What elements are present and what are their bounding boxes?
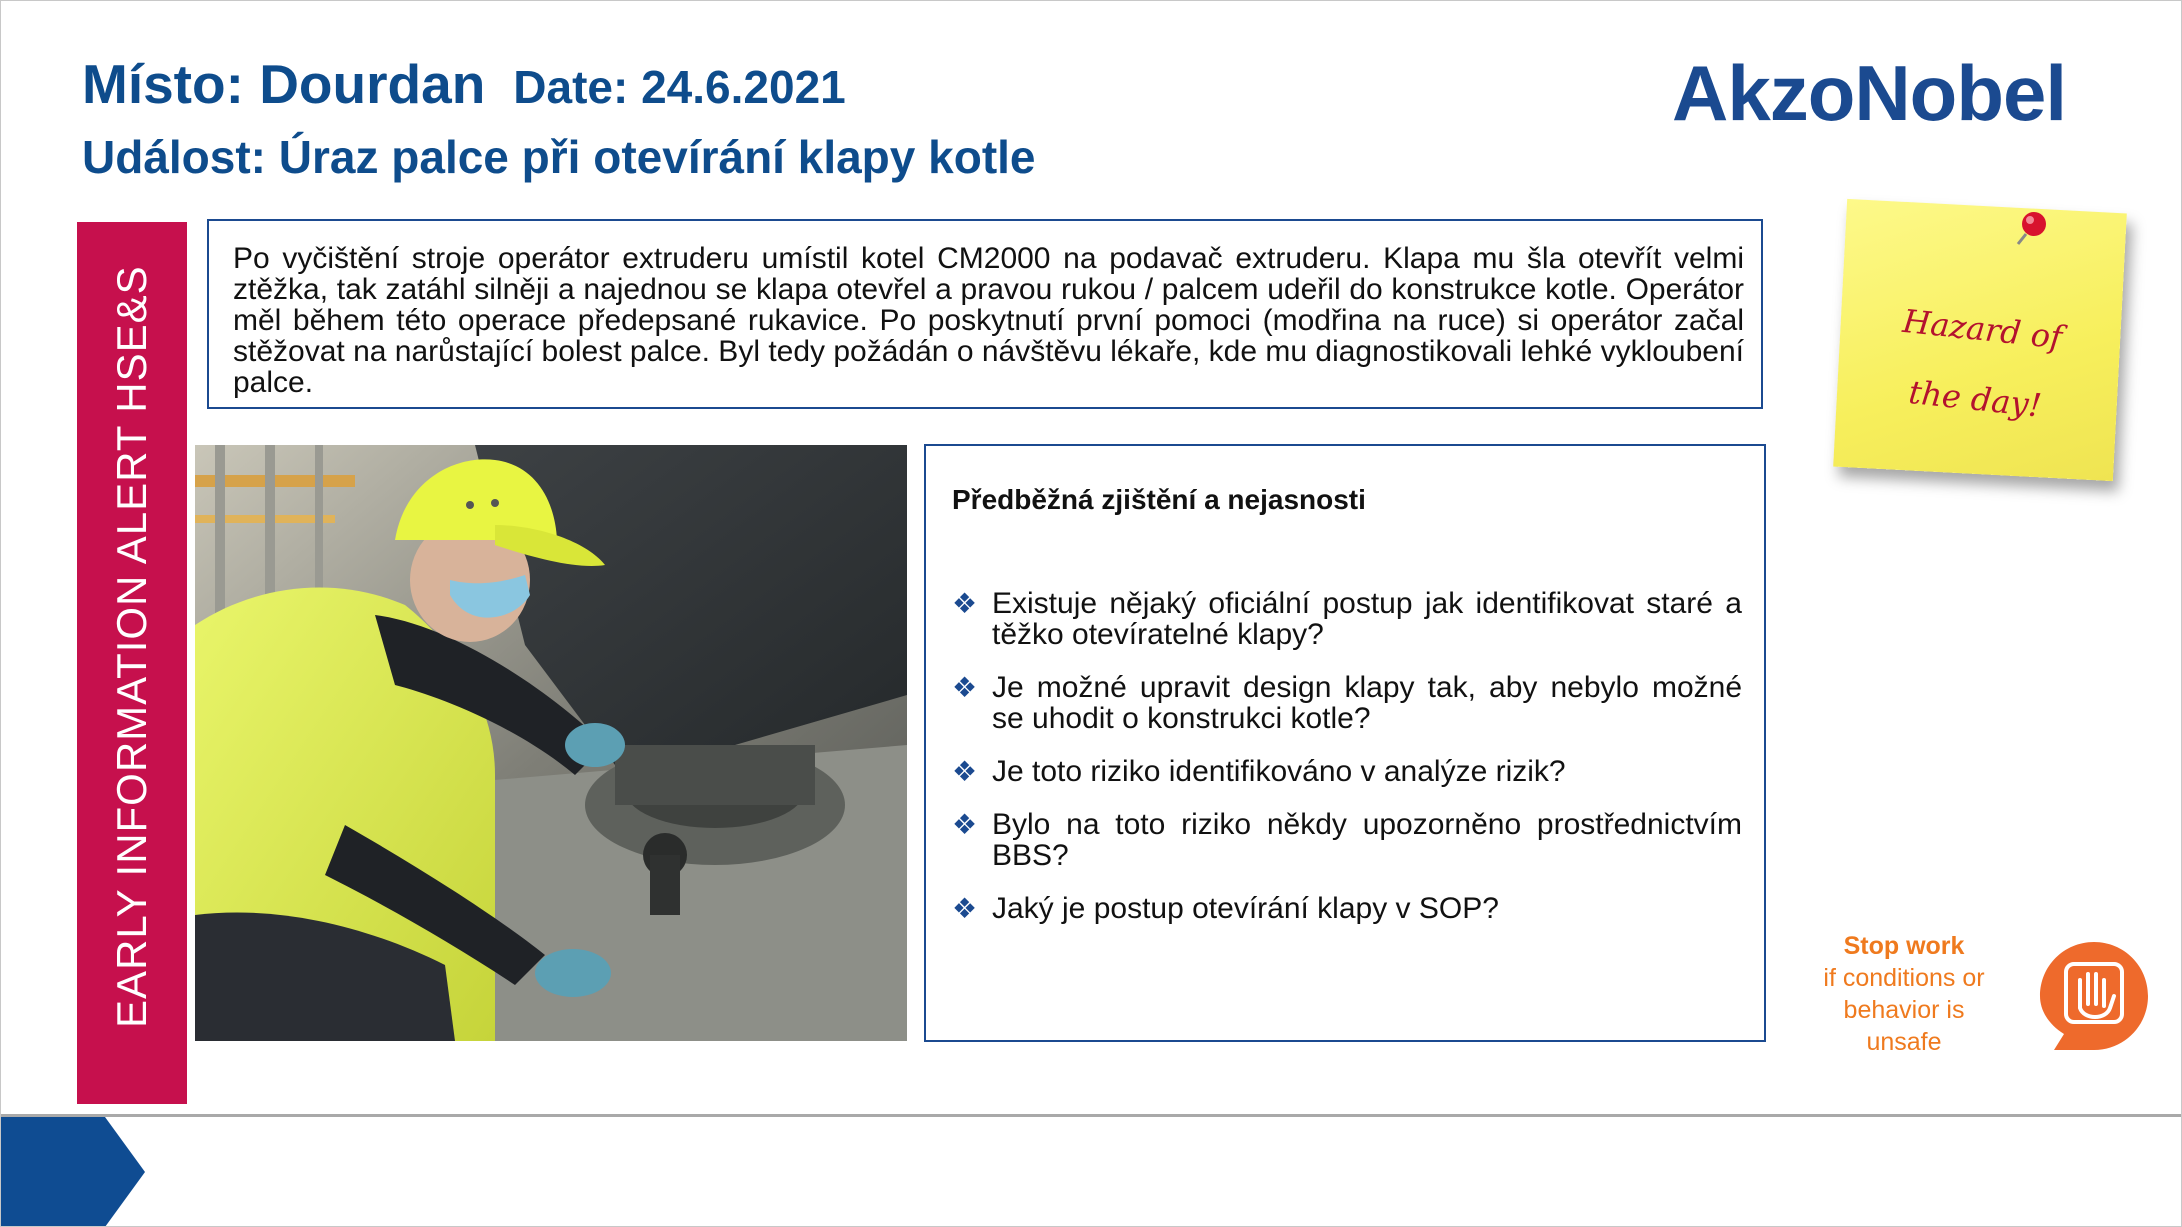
findings-box (924, 444, 1766, 1042)
diamond-bullet-icon: ❖ (952, 893, 978, 924)
findings-list (952, 588, 1742, 946)
stop-hand-icon (2036, 938, 2152, 1054)
logo-text: AkzoNobel (1672, 49, 2067, 137)
side-banner (77, 222, 187, 1104)
stop-work-line-1: if conditions or (1823, 964, 1985, 992)
incident-description-box (207, 219, 1763, 409)
findings-heading: Předběžná zjištění a nejasnosti (952, 484, 1366, 515)
list-item: ❖ Je možné upravit design klapy tak, aby nebylo možné se uhodit o konstrukci kotle? (952, 671, 1742, 735)
footer-arrow-shape (0, 1114, 150, 1227)
push-pin-icon (2012, 208, 2052, 248)
date-title: Date: 24.6.2021 (513, 61, 846, 113)
diamond-bullet-icon: ❖ (952, 756, 978, 787)
stop-work-line-3: unsafe (1866, 1028, 1942, 1056)
hazard-sticky-note (1833, 199, 2127, 481)
list-item: ❖ Existuje nějaký oficiální postup jak identifikovat staré a těžko otevíratelné klapy? (952, 587, 1742, 651)
place-title: Místo: Dourdan (82, 53, 486, 115)
stop-work-line-2: behavior is (1843, 996, 1965, 1024)
akzonobel-logo (1672, 48, 2102, 138)
worker-photo-illustration (195, 445, 907, 1041)
sticky-line-2: the day! (1906, 372, 2044, 425)
page-title (82, 52, 846, 116)
diamond-bullet-icon: ❖ (952, 672, 978, 703)
stop-work-text (1800, 930, 2008, 1058)
side-banner-text: EARLY INFORMATION ALERT HSE&S (108, 265, 155, 1028)
incident-photo (195, 445, 907, 1041)
sticky-line-1: Hazard of (1900, 301, 2064, 357)
diamond-bullet-icon: ❖ (952, 588, 978, 619)
list-item: ❖ Jaký je postup otevírání klapy v SOP? (952, 892, 1499, 925)
diamond-bullet-icon: ❖ (952, 809, 978, 840)
sticky-note-text (1832, 280, 2125, 449)
event-title: Událost: Úraz palce při otevírání klapy kotle (82, 131, 1036, 183)
footer-divider (0, 1114, 2182, 1117)
incident-description: Po vyčištění stroje operátor extruderu umístil kotel CM2000 na podavač extruderu. Klapa mu šla otevřít velmi ztěžka, tak zatáhl silněji a najednou se klapa otevřel a pravou rukou / palcem udeřil do konstrukce kotle. Operátor měl během této operace předepsané rukavice. Po poskytnutí první pomoci (modřina na ruce) si operátor začal stěžovat na narůstající bolest palce. Byl tedy požádán o návštěvu lékaře, kde mu diagnostikovali lehké vykloubení palce. (233, 242, 1744, 399)
stop-work-title: Stop work (1843, 932, 1965, 960)
list-item: ❖ Je toto riziko identifikováno v analýze rizik? (952, 755, 1566, 788)
list-item: ❖ Bylo na toto riziko někdy upozorněno prostřednictvím BBS? (952, 808, 1742, 872)
